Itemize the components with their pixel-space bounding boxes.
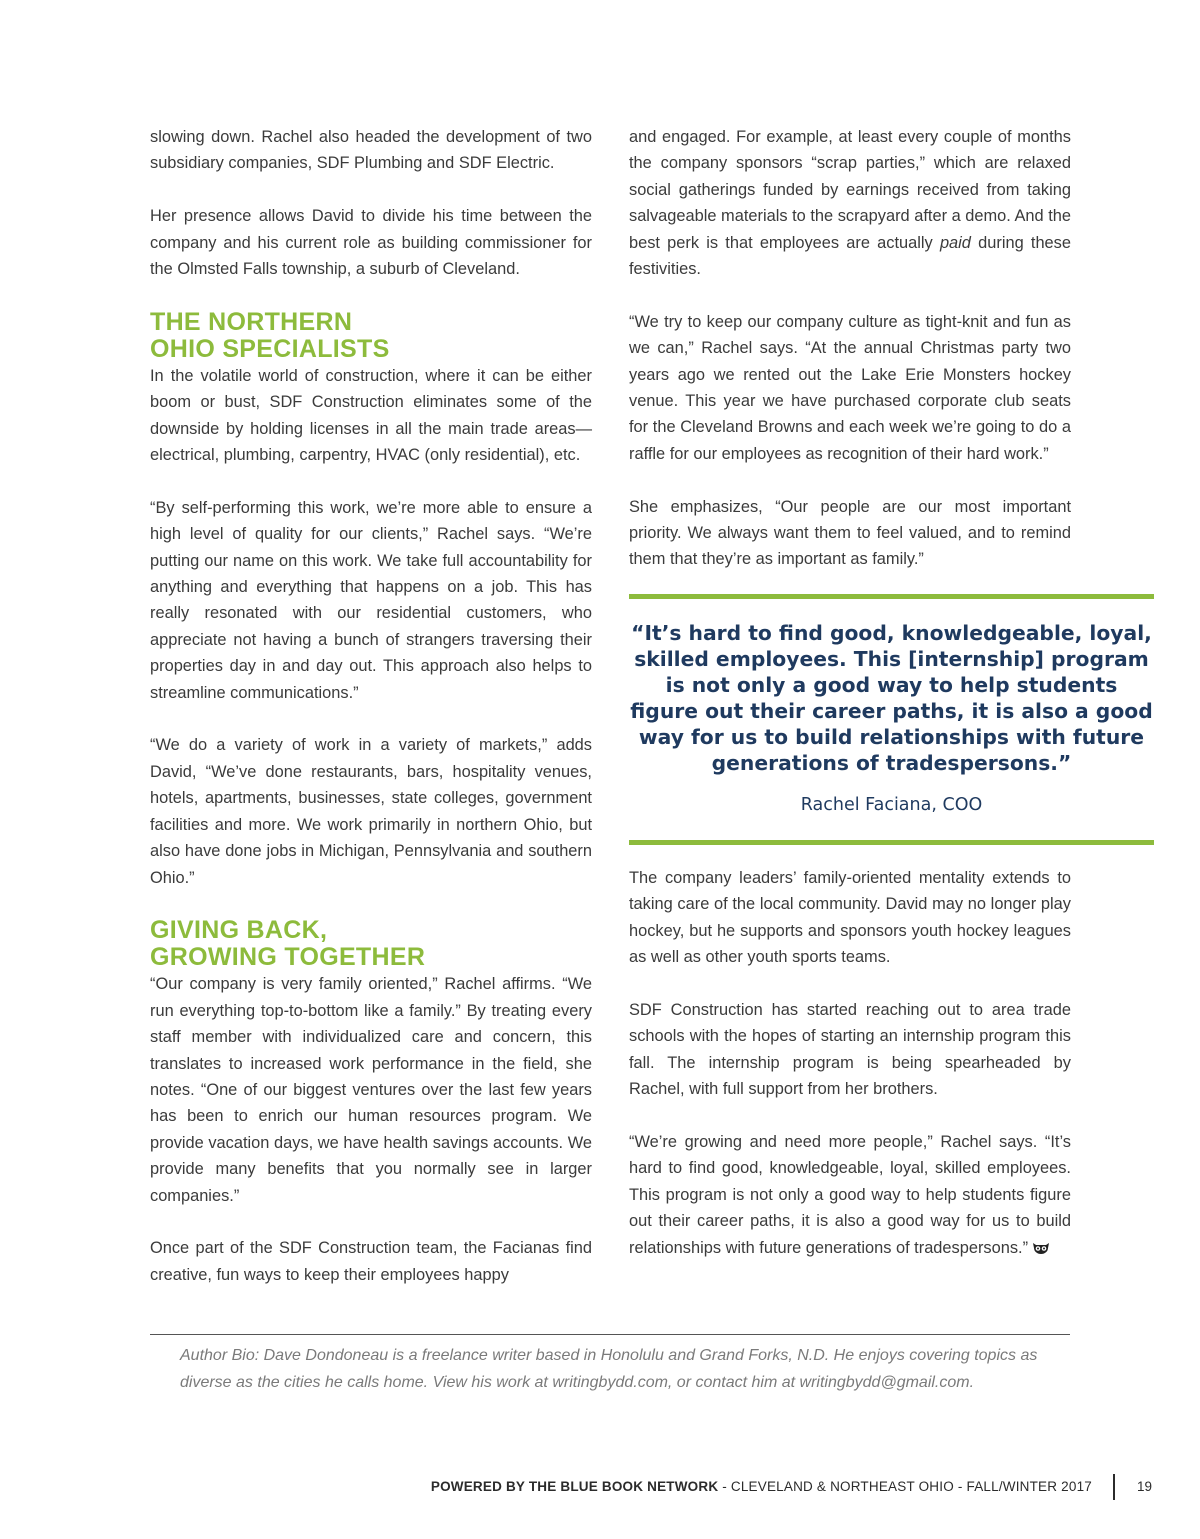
heading-line: GIVING BACK,	[150, 916, 328, 945]
body-paragraph: “By self-performing this work, we’re more able to ensure a high level of quality for our clients,” Rachel says. “We’re putting our name on this work. We take full accountability for anything and everything that happens on a job. This has really resonated with our residential customers, who appreciate not having a bunch of strangers traversing their properties day in and day out. This approach also helps to streamline communications.”	[150, 498, 592, 702]
body-paragraph: Once part of the SDF Construction team, the Facianas find creative, fun ways to keep their employees happy	[150, 1239, 592, 1284]
left-column	[150, 124, 592, 1315]
footer-network: POWERED BY THE BLUE BOOK NETWORK	[430, 1479, 719, 1494]
section-heading-giving-back	[150, 917, 592, 971]
author-bio: Author Bio: Dave Dondoneau is a freelance writer based in Honolulu and Grand Forks, N.D. He enjoys covering topics as diverse as the cities he calls home. View his work at writingbydd.com, or contact him at writingbydd@gmail.com.	[180, 1347, 1038, 1391]
body-paragraph: “Our company is very family oriented,” Rachel affirms. “We run everything top-to-bottom like a family.” By treating every staff member with individualized care and concern, this translates to increased work performance in the field, she notes. “One of our biggest ventures over the last few years has been to enrich our human resources program. We provide vacation days, we have health savings accounts. We provide many benefits that you normally see in larger companies.”	[150, 975, 592, 1205]
body-paragraph: In the volatile world of construction, where it can be either boom or bust, SDF Construction eliminates some of the downside by holding licenses in all the main trade areas—electrical, plumbing, carpentry, HVAC (only residential), etc.	[150, 366, 592, 465]
pull-quote-bottom-rule	[629, 840, 1154, 845]
page-number: 19	[1137, 1479, 1153, 1494]
footer-credit	[431, 1479, 1092, 1494]
text-run: during these festivities.	[629, 233, 1071, 279]
body-paragraph: She emphasizes, “Our people are our most important priority. We always want them to feel valued, and to remind them that they’re as important as family.”	[629, 497, 1071, 569]
owl-end-mark-icon	[1032, 1242, 1050, 1254]
footer-separator	[1113, 1474, 1115, 1500]
body-paragraph	[629, 124, 1071, 282]
body-paragraph: Her presence allows David to divide his time between the company and his current role as building commissioner for the Olmsted Falls township, a suburb of Cleveland.	[150, 207, 592, 279]
pull-quote-top-rule	[629, 594, 1154, 599]
heading-line: GROWING TOGETHER	[150, 943, 426, 972]
bio-divider	[150, 1334, 1070, 1335]
body-paragraph: slowing down. Rachel also headed the development of two subsidiary companies, SDF Plumbing and SDF Electric.	[150, 128, 592, 173]
emphasis: paid	[939, 233, 971, 252]
section-heading-northern-ohio	[150, 309, 592, 363]
pull-quote-attribution: Rachel Faciana, COO	[800, 795, 983, 815]
heading-line: OHIO SPECIALISTS	[150, 334, 390, 363]
heading-line: THE NORTHERN	[150, 307, 353, 336]
body-paragraph	[629, 1129, 1071, 1261]
body-paragraph: “We do a variety of work in a variety of markets,” adds David, “We’ve done restaurants, bars, hospitality venues, hotels, apartments, businesses, state colleges, government facilities and more. We work primarily in northern Ohio, but also have done jobs in Michigan, Pennsylvania and southern Ohio.”	[150, 736, 592, 887]
footer-edition: - CLEVELAND & NORTHEAST OHIO - FALL/WINTER 2017	[718, 1479, 1092, 1494]
body-paragraph: The company leaders’ family-oriented mentality extends to taking care of the local community. David may no longer play hockey, but he supports and sponsors youth hockey leagues as well as other youth sports teams.	[629, 869, 1071, 967]
pull-quote: “It’s hard to find good, knowledgeable, loyal, skilled employees. This [internship] program is not only a good way to help students figure out their career paths, it is also a good way for us to build relationships with future generations of tradespersons.”	[630, 621, 1153, 775]
body-paragraph: SDF Construction has started reaching out to area trade schools with the hopes of starting an internship program this fall. The internship program is being spearheaded by Rachel, with full support from her brothers.	[629, 1001, 1071, 1099]
body-paragraph: “We try to keep our company culture as tight-knit and fun as we can,” Rachel says. “At the annual Christmas party two years ago we rented out the Lake Erie Monsters hockey venue. This year we have purchased corporate club seats for the Cleveland Browns and each week we’re going to do a raffle for our employees as recognition of their hard work.”	[629, 312, 1071, 463]
text-run: and engaged. For example, at least every couple of months the company sponsors “scrap parties,” which are relaxed social gatherings funded by earnings received from taking salvageable materials to the scrapyard after a demo. And the best perk is that employees are actually	[629, 128, 1071, 252]
text-run: “We’re growing and need more people,” Rachel says. “It’s hard to find good, knowledgeable, loyal, skilled employees. This program is not only a good way to help students figure out their career paths, it is also a good way for us to build relationships with future generations of tradespersons.”	[629, 1133, 1071, 1257]
right-column-lower	[629, 865, 1071, 1287]
right-column	[629, 124, 1071, 599]
